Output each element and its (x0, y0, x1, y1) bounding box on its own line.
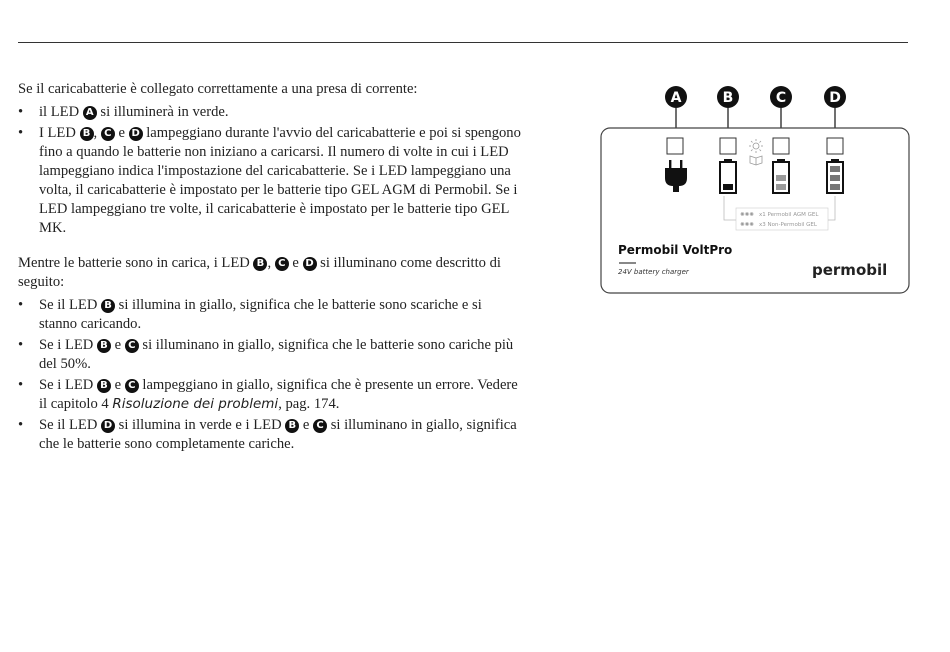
led-c-marker: C (101, 127, 115, 141)
led-b-marker: B (97, 379, 111, 393)
led-b-marker: B (97, 339, 111, 353)
led-c-marker: C (313, 419, 327, 433)
led-a-marker: A (83, 106, 97, 120)
list-item: • I LED B , C e D lampeggiano durante l'avvio del caricabatterie e poi si spengono fino a quando le batterie non iniziano a caricarsi. Il numero di volte in cui i LED lampeggiano indica l'impostazione del caricabatterie. Se i LED lampeggiano una volta, il caricabatterie è impostato per le batterie tipo GEL AGM di Permobil. Se i LED lampeggiano tre volte, il caricabatterie è impostato per le batterie tipo GEL MK. (18, 124, 523, 238)
led-d-marker: D (129, 127, 143, 141)
label-d: D (829, 90, 841, 106)
charging-list (18, 296, 523, 454)
label-c: C (775, 90, 787, 106)
led-b-marker: B (80, 127, 94, 141)
product-subtitle: 24V battery charger (618, 268, 689, 276)
list-item: • Se i LED B e C lampeggiano in giallo, significa che è presente un errore. Vedere il capitolo 4 Risoluzione dei problemi, pag. 174. (18, 376, 523, 414)
list-item: • Se il LED B si illumina in giallo, significa che le batterie sono scariche e si stanno caricando. (18, 296, 523, 334)
startup-list (18, 103, 523, 238)
led-d-window (827, 138, 843, 154)
list-item: • Se il LED D si illumina in verde e i LED B e C si illuminano in giallo, significa che le batterie sono completamente cariche. (18, 416, 523, 454)
instructions (18, 80, 523, 456)
led-b-marker: B (101, 299, 115, 313)
intro-text: Se il caricabatterie è collegato correttamente a una presa di corrente: (18, 81, 418, 97)
setting-1-text: x1 Permobil AGM GEL (759, 212, 819, 218)
setting-2-text: x3 Non-Permobil GEL (759, 222, 817, 228)
led-c-marker: C (125, 339, 139, 353)
charger-diagram (598, 82, 913, 297)
led-b-window (720, 138, 736, 154)
led-c-marker: C (275, 257, 289, 271)
header-rule (18, 42, 908, 43)
list-item: • Se i LED B e C si illuminano in giallo, significa che le batterie sono cariche più del 50%. (18, 336, 523, 374)
setting-1-indicator: ✺✺✺ (740, 212, 754, 218)
permobil-logo: permobil (812, 261, 888, 279)
list-item: • il LED A si illuminerà in verde. (18, 103, 523, 122)
led-d-marker: D (101, 419, 115, 433)
led-c-marker: C (125, 379, 139, 393)
led-a-window (667, 138, 683, 154)
battery-low-icon (720, 159, 736, 193)
label-a: A (670, 90, 682, 106)
battery-half-icon (773, 159, 789, 193)
charging-intro: Mentre le batterie sono in carica, i LED B , C e D si illuminano come descritto di seguito: (18, 255, 501, 290)
chapter-reference: Risoluzione dei problemi (112, 396, 279, 412)
setting-2-indicator: ✺✺✺ (740, 222, 754, 228)
label-b: B (722, 90, 734, 106)
led-b-marker: B (253, 257, 267, 271)
product-name: Permobil VoltPro (618, 243, 733, 257)
led-d-marker: D (303, 257, 317, 271)
battery-full-icon (827, 159, 843, 193)
led-c-window (773, 138, 789, 154)
led-b-marker: B (285, 419, 299, 433)
